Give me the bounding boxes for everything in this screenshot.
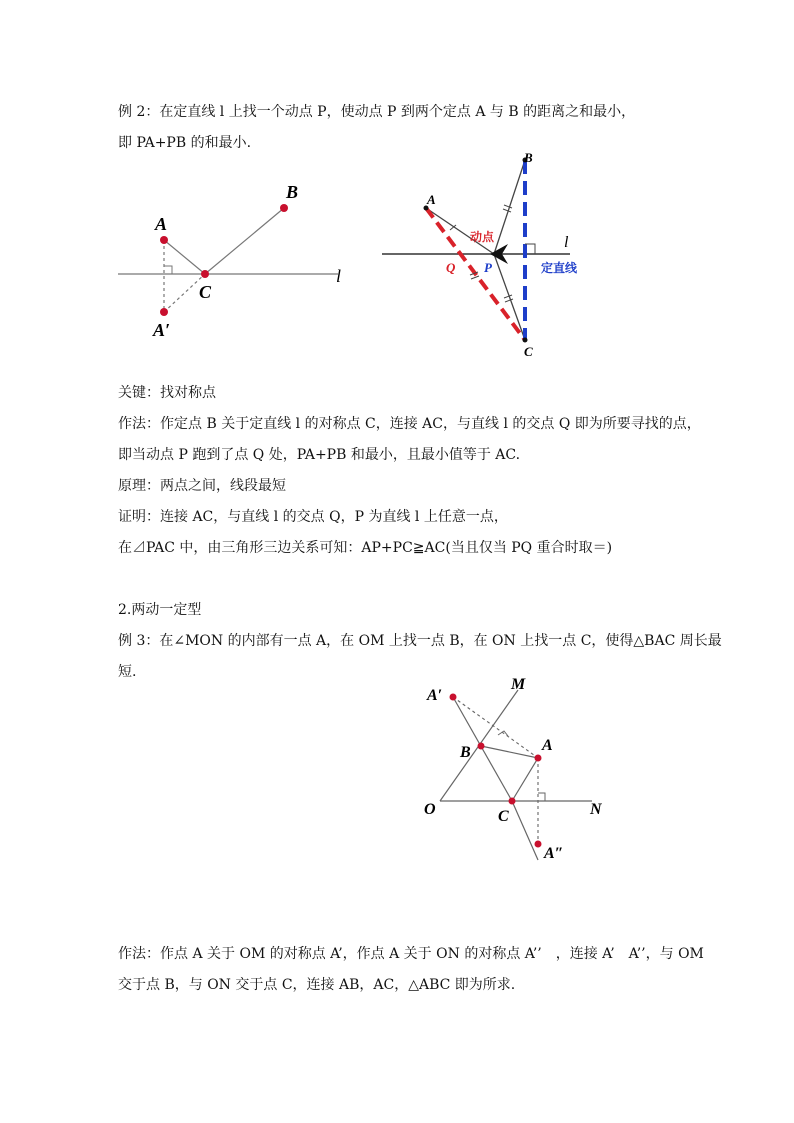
dashed-AC	[426, 208, 525, 340]
point-C	[523, 338, 528, 343]
method-step1: 作法：作定点 B 关于定直线 l 的对称点 C，连接 AC，与直线 l 的交点 Q 即为所要寻找的点，	[118, 416, 701, 432]
label-P: P	[484, 260, 492, 275]
label-A-prime: A′	[153, 320, 171, 340]
segment-AC	[512, 758, 538, 801]
point-A	[535, 755, 542, 762]
method3-line1: 作法：作点 A 关于 OM 的对称点 A’，作点 A 关于 ON 的对称点 A’’ ，连接 A’ A’’，与 OM	[118, 946, 704, 962]
label-A: A	[427, 192, 436, 207]
point-A-prime	[450, 694, 457, 701]
example3-line1: 例 3：在∠MON 的内部有一点 A，在 OM 上找一点 B，在 ON 上找一点 C，使得△BAC 周长最	[118, 633, 722, 649]
point-B	[280, 204, 288, 212]
method-step2: 即当动点 P 跑到了点 Q 处，PA+PB 和最小，且最小值等于 AC.	[118, 447, 521, 463]
example2-line2: 即 PA+PB 的和最小.	[118, 135, 252, 151]
label-A: A	[155, 214, 168, 234]
label-C: C	[199, 282, 212, 302]
label-l: l	[336, 266, 342, 286]
method-proof2: 在⊿PAC 中，由三角形三边关系可知：AP+PC≧AC(当且仅当 PQ 重合时取＝)	[118, 540, 613, 556]
label-B: B	[286, 182, 299, 202]
label-fixed-line: 定直线	[541, 261, 578, 275]
segment-to-A''	[512, 801, 538, 860]
point-C	[201, 270, 209, 278]
point-B	[478, 743, 485, 750]
right-angle-mark-ON	[538, 793, 545, 801]
label-moving-point: 动点	[470, 230, 495, 244]
label-C: C	[498, 808, 509, 825]
label-l: l	[564, 234, 569, 251]
method-principle: 原理：两点之间，线段最短	[118, 478, 286, 494]
label-A-prime: A′	[427, 687, 443, 704]
point-A-prime	[160, 308, 168, 316]
label-O: O	[424, 801, 436, 818]
segment-AB	[481, 746, 538, 758]
segment-PC	[494, 254, 525, 340]
segment-AC	[164, 240, 205, 274]
label-A: A	[542, 737, 553, 754]
segment-CB	[205, 208, 284, 274]
label-B: B	[524, 150, 533, 165]
label-B: B	[460, 744, 471, 761]
section2-heading: 2.两动一定型	[118, 602, 202, 618]
label-M: M	[511, 676, 526, 693]
point-C	[509, 798, 516, 805]
method3-line2: 交于点 B，与 ON 交于点 C，连接 AB，AC，△ABC 即为所求.	[118, 977, 516, 993]
example2-line1: 例 2：在定直线 l 上找一个动点 P，使动点 P 到两个定点 A 与 B 的距离之和最小，	[118, 104, 636, 120]
label-Q: Q	[446, 260, 456, 275]
point-A	[160, 236, 168, 244]
label-A-double-prime: A″	[544, 845, 564, 862]
figure-reflection-basic	[110, 170, 360, 345]
method-key: 关键：找对称点	[118, 385, 216, 401]
figure-reflection-annotated	[378, 148, 618, 366]
method-proof1: 证明：连接 AC，与直线 l 的交点 Q，P 为直线 l 上任意一点，	[118, 509, 508, 525]
label-C: C	[524, 344, 533, 359]
point-A-double-prime	[535, 841, 542, 848]
label-N: N	[590, 801, 602, 818]
figure-angle-triangle	[418, 672, 618, 867]
example3-line2: 短.	[118, 664, 137, 680]
right-angle-mark	[164, 266, 172, 274]
